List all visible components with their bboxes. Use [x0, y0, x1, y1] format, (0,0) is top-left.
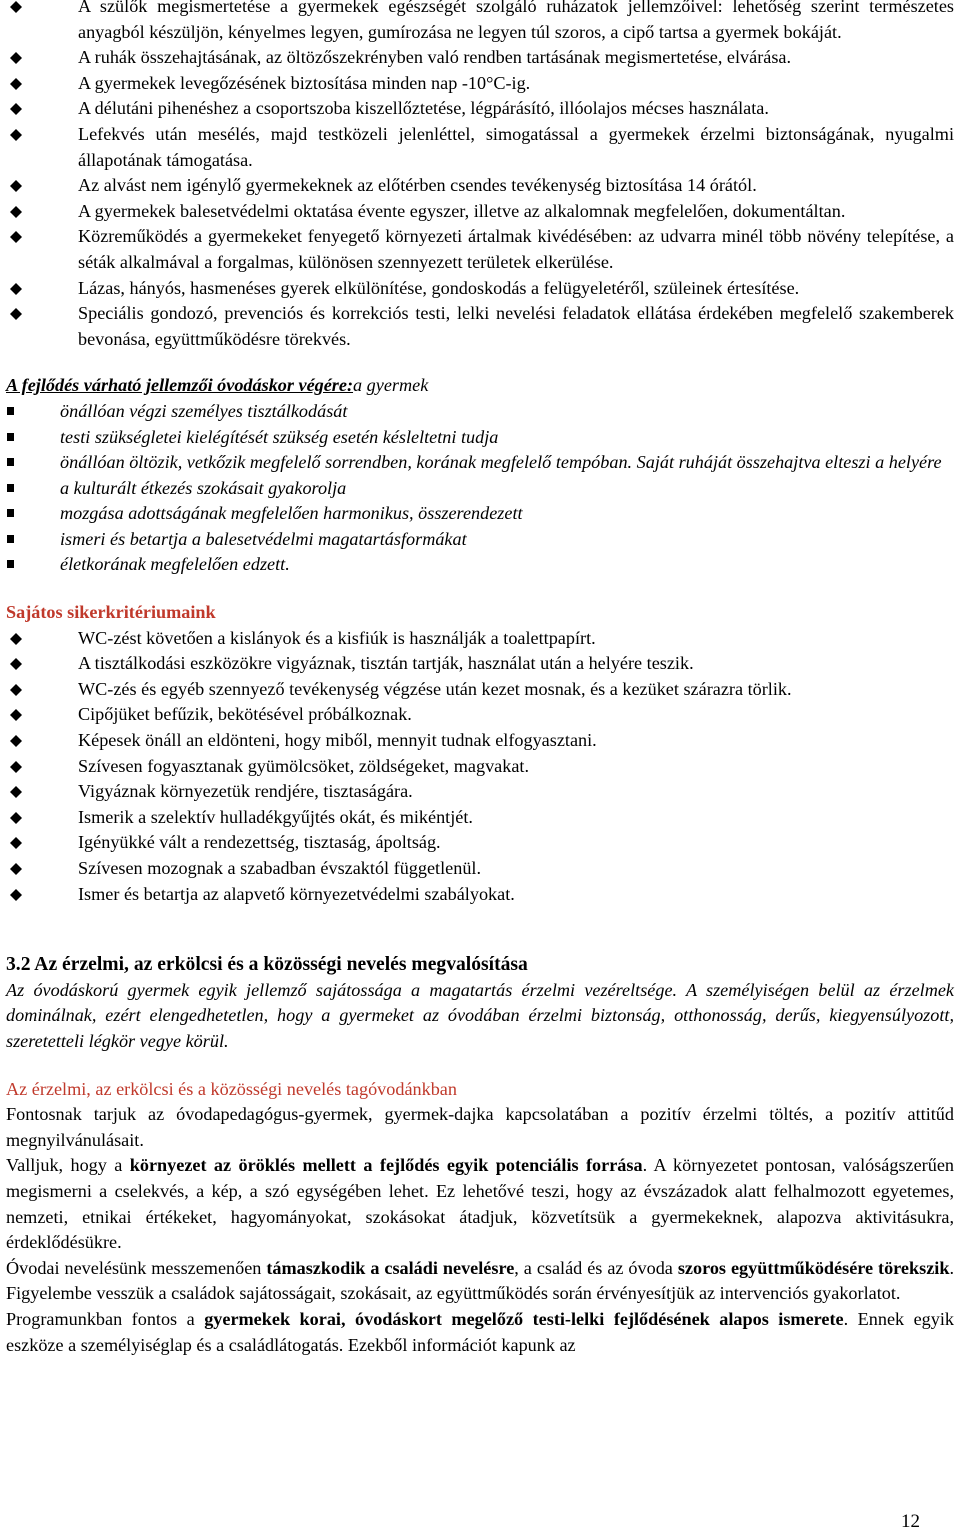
square-bullet-icon: [7, 509, 14, 517]
list-item-text: Speciális gondozó, prevenciós és korrekciós testi, lelki nevelési feladatok ellátása érdekében megfelelő szakemberek bevonása, együttműködésre törekvés.: [78, 303, 954, 349]
square-bullet-icon: [7, 484, 14, 492]
diamond-bullet-icon: [10, 78, 22, 90]
list-item-text: WC-zés és egyéb szennyező tevékenység végzése után kezet mosnak, és a kezüket szárazra törlik.: [78, 678, 792, 699]
diamond-bullet-icon: [10, 889, 22, 901]
health-measure-item: [6, 0, 954, 45]
success-criterion-item: [6, 779, 954, 805]
diamond-bullet-icon: [10, 761, 22, 773]
list-item-text: ismeri és betartja a balesetvédelmi magatartásformákat: [60, 528, 467, 549]
diamond-bullet-icon: [10, 129, 22, 141]
diamond-bullet-icon: [10, 658, 22, 670]
development-item: [6, 552, 954, 578]
diamond-bullet-icon: [10, 735, 22, 747]
list-item-text: Az alvást nem igénylő gyermekeknek az előtérben csendes tevékenység biztosítása 14 órától.: [78, 175, 757, 196]
health-measure-item: [6, 45, 954, 71]
health-measure-item: [6, 199, 954, 225]
p4-text-a: Programunkban fontos a: [6, 1308, 205, 1329]
health-measure-item: [6, 301, 954, 352]
list-item-text: Közreműködés a gyermekeket fenyegető környezeti ártalmak kivédésében: az udvarra minél több növény telepítése, a séták alkalmával a forgalmas, különösen szennyezett területek elkerülése.: [78, 226, 954, 272]
list-item-text: életkorának megfelelően edzett.: [60, 554, 290, 575]
diamond-bullet-icon: [10, 52, 22, 64]
development-item: [6, 501, 954, 527]
health-measure-item: [6, 173, 954, 199]
diamond-bullet-icon: [10, 684, 22, 696]
list-item-text: A szülők megismertetése a gyermekek egészségét szolgáló ruházatok jellemzőivel: lehetőség szerint természetes anyagból készüljön, kényelmes legyen, gumírozása ne legyen túl szoros, a cipő tartsa a gyermek bokáját.: [78, 0, 954, 42]
diamond-bullet-icon: [10, 786, 22, 798]
diamond-bullet-icon: [10, 812, 22, 824]
list-item-text: Szívesen mozognak a szabadban évszaktól függetlenül.: [78, 858, 482, 878]
diamond-bullet-icon: [10, 206, 22, 218]
list-item-text: Képesek önáll an eldönteni, hogy miből, mennyit tudnak elfogyasztani.: [78, 730, 597, 751]
health-measure-item: [6, 96, 954, 122]
tago-paragraph-4: [6, 1307, 954, 1358]
list-item-text: Lázas, hányós, hasmenéses gyerek elkülönítése, gondoskodás a felügyeletéről, szüleinek értesítése.: [78, 277, 800, 298]
success-criterion-item: [6, 805, 954, 831]
development-heading-bold: A fejlődés várható jellemzői óvodáskor végére:: [6, 375, 354, 396]
success-criterion-item: [6, 830, 954, 856]
development-item: [6, 399, 954, 425]
diamond-bullet-icon: [10, 633, 22, 645]
p3-bold-2: szoros együttműködésére törekszik: [677, 1257, 950, 1278]
diamond-bullet-icon: [10, 283, 22, 295]
success-heading: Sajátos sikerkritériumaink: [6, 602, 216, 623]
p4-text-c: . Ennek egyik eszköze a személyiséglap és a családlátogatás. Ezekből információt kapunk az: [6, 1308, 955, 1355]
diamond-bullet-icon: [10, 837, 22, 849]
success-criterion-item: [6, 754, 954, 780]
success-criterion-item: [6, 702, 954, 728]
square-bullet-icon: [7, 560, 14, 568]
diamond-bullet-icon: [10, 103, 22, 115]
list-item-text: Igényükké vált a rendezettség, tisztaság, ápoltság.: [78, 832, 441, 853]
health-measure-item: [6, 122, 954, 173]
list-item-text: mozgása adottságának megfelelően harmonikus, összerendezett: [60, 503, 523, 524]
list-item-text: Lefekvés után mesélés, majd testközeli jelenléttel, simogatással a gyermekek érzelmi biztonságának, nyugalmi állapotának támogatása.: [78, 123, 954, 170]
tago-paragraph-2: [6, 1153, 954, 1255]
tago-heading: Az érzelmi, az erkölcsi és a közösségi nevelés tagóvodánkban: [6, 1078, 457, 1099]
health-measure-item: [6, 71, 954, 97]
success-criterion-item: [6, 856, 954, 882]
list-item-text: önállóan végzi személyes tisztálkodását: [60, 400, 348, 421]
diamond-bullet-icon: [10, 1, 22, 13]
development-item: [6, 450, 954, 476]
success-criteria-list: [6, 626, 954, 908]
diamond-bullet-icon: [10, 709, 22, 721]
p2-text-c: . A környezetet pontosan, valóságszerűen megismerni a cselekvés, a kép, a szó egységében lehet. Ez lehetővé teszi, hogy az évszázadok alatt felhalmozott egyetemes, nemzeti, etnikai értékeket, hagyományokat, szokásokat átadjuk, közvetítsük a gyermekeknek, alapozva aktivitásukra, érdeklődésükre.: [6, 1155, 954, 1253]
list-item-text: a kulturált étkezés szokásait gyakorolja: [60, 477, 347, 498]
square-bullet-icon: [7, 433, 14, 441]
p3-text-a: Óvodai nevelésünk messzemenően: [6, 1257, 267, 1278]
p4-bold: gyermekek korai, óvodáskort megelőző testi-lelki fejlődésének alapos ismerete: [204, 1308, 844, 1329]
diamond-bullet-icon: [10, 180, 22, 192]
list-item-text: önállóan öltözik, vetkőzik megfelelő sorrendben, korának megfelelő tempóban. Saját ruháját összehajtva elteszi a helyére: [60, 452, 942, 473]
list-item-text: Ismerik a szelektív hulladékgyűjtés okát, és mikéntjét.: [78, 806, 473, 827]
list-item-text: Vigyáznak környezetük rendjére, tisztaságára.: [78, 781, 413, 802]
p2-text-a: Valljuk, hogy a: [6, 1155, 130, 1176]
p3-text-c: , a család és az óvoda: [514, 1257, 678, 1278]
development-item: [6, 425, 954, 451]
list-item-text: A délutáni pihenéshez a csoportszoba kiszellőztetése, légpárásító, illóolajos mécses használata.: [78, 98, 769, 119]
success-criterion-item: [6, 677, 954, 703]
success-criterion-item: [6, 626, 954, 652]
square-bullet-icon: [7, 458, 14, 466]
development-item: [6, 527, 954, 553]
health-measures-list: [6, 0, 954, 352]
diamond-bullet-icon: [10, 308, 22, 320]
development-item: [6, 476, 954, 502]
health-measure-item: [6, 224, 954, 275]
development-heading: [6, 373, 954, 399]
page-number: 12: [901, 1511, 920, 1532]
square-bullet-icon: [7, 535, 14, 543]
square-bullet-icon: [7, 407, 14, 415]
development-list: [6, 399, 954, 578]
development-heading-rest: a gyermek: [353, 375, 429, 396]
diamond-bullet-icon: [10, 863, 22, 875]
diamond-bullet-icon: [10, 231, 22, 243]
success-criterion-item: [6, 728, 954, 754]
list-item-text: A gyermekek balesetvédelmi oktatása évente egyszer, illetve az alkalomnak megfelelően, dokumentáltan.: [78, 200, 846, 221]
list-item-text: A ruhák összehajtásának, az öltözőszekrényben való rendben tartásának megismertetése, elvárása.: [78, 47, 792, 68]
success-criterion-item: [6, 651, 954, 677]
list-item-text: A tisztálkodási eszközökre vigyáznak, tisztán tartják, használat után a helyére teszik.: [78, 653, 694, 674]
list-item-text: Szívesen fogyasztanak gyümölcsöket, zöldségeket, magvakat.: [78, 755, 530, 776]
tago-paragraph-1: Fontosnak tarjuk az óvodapedagógus-gyermek, gyermek-dajka kapcsolatában a pozitív érzelmi töltés, a pozitív attitűd megnyilvánulásait.: [6, 1104, 954, 1150]
list-item-text: A gyermekek levegőzésének biztosítása minden nap -10°C-ig.: [78, 72, 531, 93]
page-content: [6, 0, 954, 1358]
p3-text-e: . Figyelembe vesszük a családok sajátosságait, szokásait, az együttműködés során érvényesítjük az intervenciós gyakorlatot.: [6, 1257, 954, 1304]
list-item-text: Cipőjüket befűzik, bekötésével próbálkoznak.: [78, 704, 412, 725]
chapter-intro: Az óvodáskorú gyermek egyik jellemző sajátossága a magatartás érzelmi vezéreltsége. A személyiségen belül az érzelmek dominálnak, ezért elengedhetetlen, hogy a gyermeket az óvodában érzelmi biztonság, otthonosság, derűs, kiegyensúlyozott, szeretetteli légkör vegye körül.: [6, 979, 954, 1051]
list-item-text: Ismer és betartja az alapvető környezetvédelmi szabályokat.: [78, 883, 515, 904]
tago-paragraph-3: [6, 1256, 954, 1307]
list-item-text: testi szükségletei kielégítését szükség esetén késleltetni tudja: [60, 426, 499, 447]
health-measure-item: [6, 276, 954, 302]
p2-bold: környezet az öröklés mellett a fejlődés egyik potenciális forrása: [129, 1155, 643, 1176]
success-criterion-item: [6, 882, 954, 908]
list-item-text: WC-zést követően a kislányok és a kisfiúk is használják a toalettpapírt.: [78, 627, 596, 648]
p3-bold-1: támaszkodik a családi nevelésre: [266, 1257, 515, 1278]
chapter-title: 3.2 Az érzelmi, az erkölcsi és a közösségi nevelés megvalósítása: [6, 954, 528, 976]
